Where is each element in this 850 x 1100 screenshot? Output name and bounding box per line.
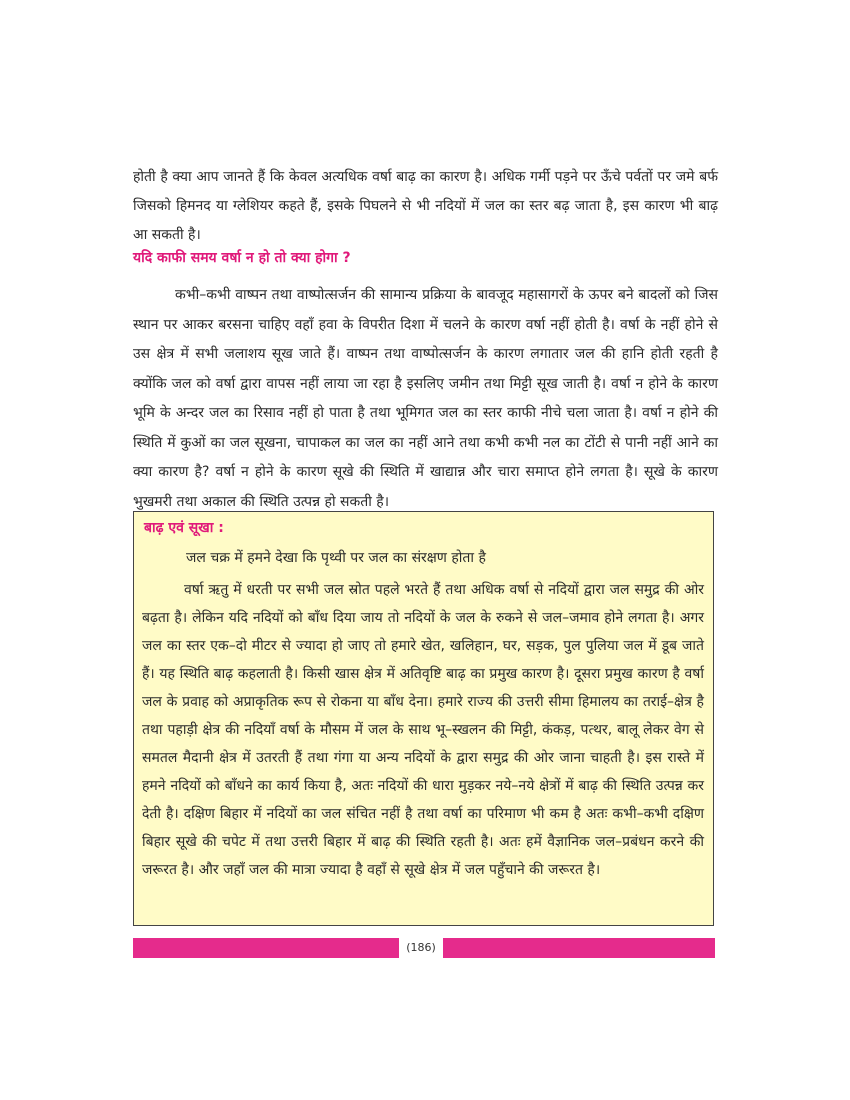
intro-paragraph: होती है क्या आप जानते हैं कि केवल अत्यधिक वर्षा बाढ़ का कारण है। अधिक गर्मी पड़ने पर ऊँचे पर्वतों पर जमे बर्फ जिसको हिमनद या ग्लेशियर कहते हैं, इसके पिघलने से भी नदियों में जल का स्तर बढ़ जाता है, इस कारण भी बाढ़ आ सकती है। [133, 169, 718, 243]
footer-bar-left [133, 938, 399, 958]
footer-bar-right [443, 938, 715, 958]
section-heading: यदि काफी समय वर्षा न हो तो क्या होगा ? [133, 250, 351, 266]
info-box-paragraph: वर्षा ऋतु में धरती पर सभी जल स्रोत पहले भरते हैं तथा अधिक वर्षा से नदियों द्वारा जल समुद्र की ओर बढ़ता है। लेकिन यदि नदियों को बाँध दिया जाय तो नदियों के जल के रुकने से जल–जमाव होने लगता है। अगर जल का स्तर एक–दो मीटर से ज्यादा हो जाए तो हमारे खेत, खलिहान, घर, सड़क, पुल पुलिया जल में डूब जाते हैं। यह स्थिति बाढ़ कहलाती है। किसी खास क्षेत्र में अतिवृष्टि बाढ़ का प्रमुख कारण है। दूसरा प्रमुख कारण है वर्षा जल के प्रवाह को अप्राकृतिक रूप से रोकना या बाँध देना। हमारे राज्य की उत्तरी सीमा हिमालय का तराई–क्षेत्र है तथा पहाड़ी क्षेत्र की नदियाँ वर्षा के मौसम में जल के साथ भू–स्खलन की मिट्टी, कंकड़, पत्थर, बालू लेकर वेग से समतल मैदानी क्षेत्र में उतरती हैं तथा गंगा या अन्य नदियों के द्वारा समुद्र की ओर जाना चाहती है। इस रास्ते में हमने नदियों को बाँधने का कार्य किया है, अतः नदियों की धारा मुड़कर नये–नये क्षेत्रों में बाढ़ की स्थिति उत्पन्न कर देती है। दक्षिण बिहार में नदियों का जल संचित नहीं है तथा वर्षा का परिमाण भी कम है अतः कभी–कभी दक्षिण बिहार सूखे की चपेट में तथा उत्तरी बिहार में बाढ़ की स्थिति रहती है। अतः हमें वैज्ञानिक जल–प्रबंधन करने की जरूरत है। और जहाँ जल की मात्रा ज्यादा है वहाँ से सूखे क्षेत्र में जल पहुँचाने की जरूरत है। [142, 582, 704, 878]
info-box [133, 511, 714, 926]
drought-paragraph: कभी–कभी वाष्पन तथा वाष्पोत्सर्जन की सामान्य प्रक्रिया के बावजूद महासागरों के ऊपर बने बादलों को जिस स्थान पर आकर बरसना चाहिए वहाँ हवा के विपरीत दिशा में चलने के कारण वर्षा नहीं होती है। वर्षा के नहीं होने से उस क्षेत्र में सभी जलाशय सूख जाते हैं। वाष्पन तथा वाष्पोत्सर्जन के कारण लगातार जल की हानि होती रहती है क्योंकि जल को वर्षा द्वारा वापस नहीं लाया जा रहा है इसलिए जमीन तथा मिट्टी सूख जाती है। वर्षा न होने के कारण भूमि के अन्दर जल का रिसाव नहीं हो पाता है तथा भूमिगत जल का स्तर काफी नीचे चला जाता है। वर्षा न होने की स्थिति में कुओं का जल सूखना, चापाकल का जल का नहीं आने तथा कभी कभी नल का टोंटी से पानी नहीं आने का क्या कारण है? वर्षा न होने के कारण सूखे की स्थिति में खाद्यान्न और चारा समाप्त होने लगता है। सूखे के कारण भुखमरी तथा अकाल की स्थिति उत्पन्न हो सकती है। [133, 287, 718, 510]
info-box-title: बाढ़ एवं सूखा : [144, 520, 224, 536]
page-number: (186) [406, 941, 436, 954]
info-box-intro-line: जल चक्र में हमने देखा कि पृथ्वी पर जल का संरक्षण होता है [186, 550, 486, 566]
